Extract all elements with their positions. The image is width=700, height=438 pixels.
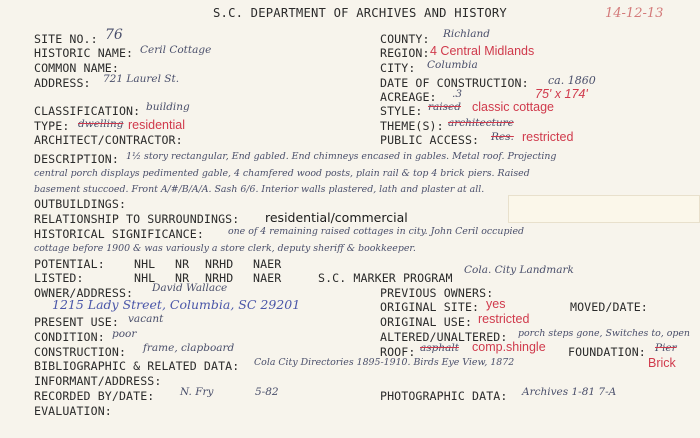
style-value: classic cottage bbox=[472, 100, 554, 114]
recorded-by-value: N. Fry bbox=[180, 386, 214, 398]
construction-value: frame, clapboard bbox=[143, 342, 235, 354]
address-value: 721 Laurel St. bbox=[103, 73, 180, 85]
foundation-label: FOUNDATION: bbox=[568, 345, 646, 359]
city-value: Columbia bbox=[427, 59, 478, 71]
owner-address-value: 1215 Lady Street, Columbia, SC 29201 bbox=[52, 297, 301, 312]
type-value: residential bbox=[128, 118, 185, 132]
present-use-label: PRESENT USE: bbox=[34, 315, 119, 329]
potential-naer: NAER bbox=[253, 257, 282, 271]
recorded-date-value: 5-82 bbox=[255, 386, 279, 398]
significance-line-1: one of 4 remaining raised cottages in city. John Ceril occupied bbox=[228, 226, 524, 237]
condition-value: poor bbox=[112, 328, 137, 340]
construction-label: CONSTRUCTION: bbox=[34, 345, 127, 359]
evaluation-label: EVALUATION: bbox=[34, 404, 112, 418]
region-value: 4 Central Midlands bbox=[430, 44, 535, 58]
bibliographic-label: BIBLIOGRAPHIC & RELATED DATA: bbox=[34, 359, 240, 373]
classification-label: CLASSIFICATION: bbox=[34, 104, 141, 118]
original-site-value: yes bbox=[486, 297, 506, 311]
public-access-value: restricted bbox=[522, 130, 574, 144]
foundation-value: Brick bbox=[648, 356, 676, 370]
previous-owners-label: PREVIOUS OWNERS: bbox=[380, 286, 494, 300]
roof-label: ROOF: bbox=[380, 345, 416, 359]
style-struck-value: raised bbox=[428, 101, 461, 113]
significance-label: HISTORICAL SIGNIFICANCE: bbox=[34, 227, 204, 241]
region-label: REGION: bbox=[380, 46, 430, 60]
altered-label: ALTERED/UNALTERED: bbox=[380, 330, 508, 344]
original-site-label: ORIGINAL SITE: bbox=[380, 300, 480, 314]
description-line-3: basement stuccoed. Front A/#/B/A/A. Sash 6/6. Interior walls plastered, lath and plaster at all. bbox=[34, 184, 485, 195]
description-line-2: central porch displays pedimented gable, 4 chamfered wood posts, plain rail & top 4 brick piers. Raised bbox=[34, 168, 530, 179]
type-struck-value: dwelling bbox=[78, 118, 124, 130]
city-label: CITY: bbox=[380, 61, 416, 75]
original-use-label: ORIGINAL USE: bbox=[380, 315, 473, 329]
present-use-value: vacant bbox=[128, 313, 164, 325]
potential-label: POTENTIAL: bbox=[34, 257, 105, 271]
listed-naer: NAER bbox=[253, 271, 282, 285]
style-label: STYLE: bbox=[380, 104, 423, 118]
public-access-struck-value: Res. bbox=[491, 131, 514, 143]
bibliographic-value: Cola City Directories 1895-1910. Birds Eye View, 1872 bbox=[254, 357, 515, 368]
significance-line-2: cottage before 1900 & was variously a store clerk, deputy sheriff & bookkeeper. bbox=[34, 243, 416, 254]
themes-label: THEME(S): bbox=[380, 119, 444, 133]
listed-nr: NR bbox=[175, 271, 190, 285]
owner-label: OWNER/ADDRESS: bbox=[34, 286, 134, 300]
relationship-label: RELATIONSHIP TO SURROUNDINGS: bbox=[34, 212, 240, 226]
marker-program-value: Cola. City Landmark bbox=[464, 264, 574, 276]
altered-value: porch steps gone, Switches to, open bbox=[518, 328, 690, 339]
acreage-dims-value: 75' x 174' bbox=[535, 87, 588, 101]
common-name-label: COMMON NAME: bbox=[34, 61, 119, 75]
owner-name-value: David Wallace bbox=[152, 282, 228, 294]
card-title: S.C. DEPARTMENT OF ARCHIVES AND HISTORY bbox=[213, 6, 507, 20]
historic-name-value: Ceril Cottage bbox=[140, 44, 212, 56]
public-access-label: PUBLIC ACCESS: bbox=[380, 133, 480, 147]
type-label: TYPE: bbox=[34, 119, 70, 133]
historic-name-label: HISTORIC NAME: bbox=[34, 46, 134, 60]
condition-label: CONDITION: bbox=[34, 330, 105, 344]
date-of-construction-label: DATE OF CONSTRUCTION: bbox=[380, 76, 529, 90]
site-no-label: SITE NO.: bbox=[34, 32, 98, 46]
relationship-value: residential/commercial bbox=[265, 210, 408, 225]
foundation-struck-value: Pier bbox=[655, 342, 677, 354]
corner-code: 14-12-13 bbox=[605, 6, 664, 21]
roof-struck-value: asphalt bbox=[420, 342, 459, 354]
description-line-1: 1½ story rectangular, End gabled. End chimneys encased in gables. Metal roof. Projecting bbox=[126, 151, 557, 162]
recorded-by-label: RECORDED BY/DATE: bbox=[34, 389, 155, 403]
potential-nrhd: NRHD bbox=[205, 257, 234, 271]
site-no-value: 76 bbox=[105, 27, 123, 43]
architect-label: ARCHITECT/CONTRACTOR: bbox=[34, 133, 183, 147]
classification-value: building bbox=[146, 101, 190, 113]
potential-nr: NR bbox=[175, 257, 190, 271]
roof-value: comp.shingle bbox=[472, 340, 546, 354]
themes-struck-value: architecture bbox=[448, 117, 514, 129]
county-value: Richland bbox=[443, 28, 491, 40]
listed-nhl: NHL bbox=[134, 271, 156, 285]
outbuildings-label: OUTBUILDINGS: bbox=[34, 197, 127, 211]
address-label: ADDRESS: bbox=[34, 76, 91, 90]
potential-nhl: NHL bbox=[134, 257, 156, 271]
photographic-data-label: PHOTOGRAPHIC DATA: bbox=[380, 389, 508, 403]
informant-label: INFORMANT/ADDRESS: bbox=[34, 374, 162, 388]
listed-nrhd: NRHD bbox=[205, 271, 234, 285]
paper-patch bbox=[508, 195, 700, 223]
acreage-label: ACREAGE: bbox=[380, 90, 437, 104]
moved-date-label: MOVED/DATE: bbox=[570, 300, 648, 314]
marker-program-label: S.C. MARKER PROGRAM bbox=[318, 271, 453, 285]
original-use-value: restricted bbox=[478, 312, 530, 326]
acreage-value: .3 bbox=[452, 88, 463, 100]
county-label: COUNTY: bbox=[380, 32, 430, 46]
date-of-construction-value: ca. 1860 bbox=[548, 74, 596, 87]
photographic-data-value: Archives 1-81 7-A bbox=[522, 386, 617, 398]
description-label: DESCRIPTION: bbox=[34, 152, 119, 166]
listed-label: LISTED: bbox=[34, 271, 84, 285]
